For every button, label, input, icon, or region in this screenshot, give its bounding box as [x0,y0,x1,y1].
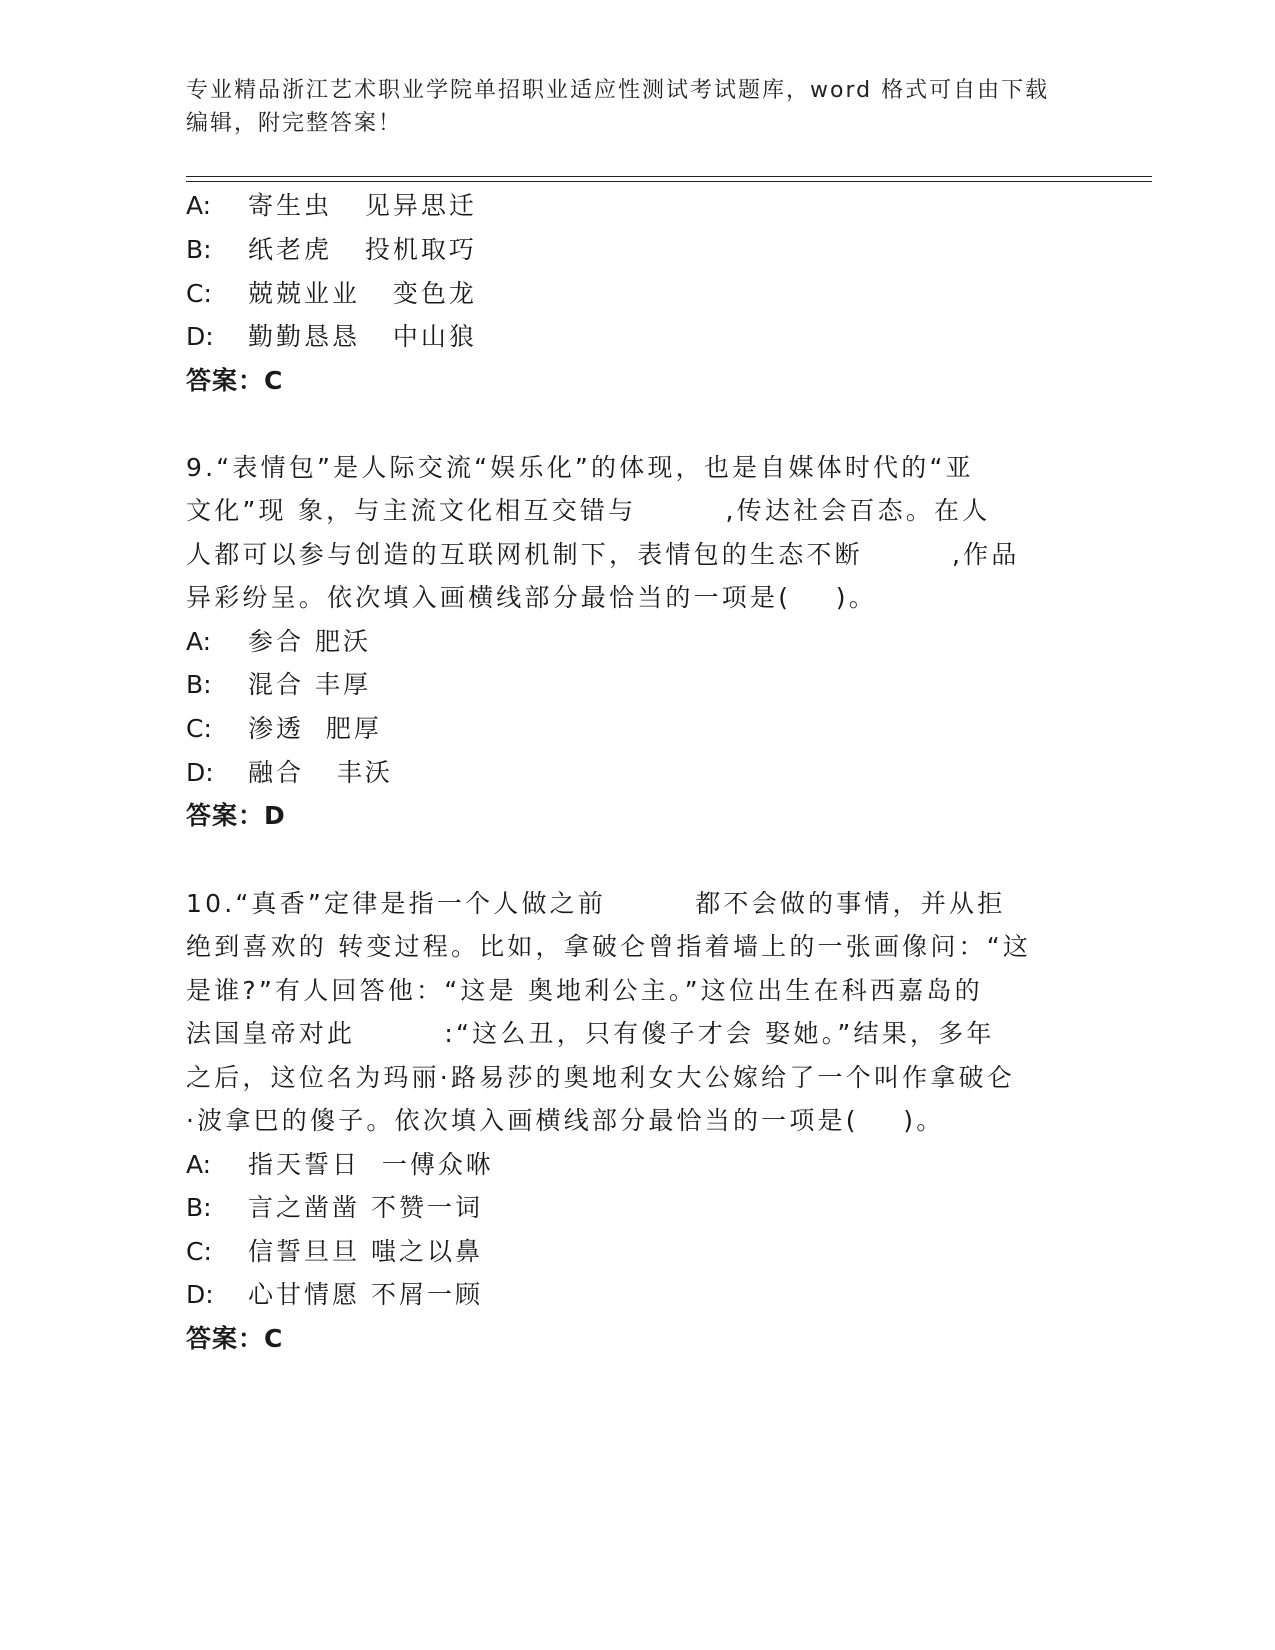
option-text: 寄生虫 见异思迁 [248,191,477,220]
question-10-line-5: 之后，这位名为玛丽·路易莎的奥地利女大公嫁给了一个叫作拿破仑 [186,1063,1015,1092]
option-c [186,274,477,310]
header-line-1: 专业精品浙江艺术职业学院单招职业适应性测试考试题库，word 格式可自由下载 [186,78,1050,103]
option-key: C: [186,1237,212,1266]
page-header [186,74,1066,140]
option-text: 混合 丰厚 [248,670,371,699]
option-text: 勤勤恳恳 中山狼 [248,322,477,351]
option-text: 心甘情愿 不屑一顾 [248,1280,483,1309]
option-text: 纸老虎 投机取巧 [248,235,477,264]
option-a [186,622,371,658]
option-key: C: [186,279,212,308]
option-d [186,753,393,789]
option-text: 融合 丰沃 [248,758,393,787]
option-b [186,1188,483,1224]
option-d [186,317,477,353]
option-a [186,186,477,222]
question-10-line-6: ·波拿巴的傻子。依次填入画横线部分最恰当的一项是( )。 [186,1106,945,1135]
option-key: B: [186,670,212,699]
question-10-line-3: 是谁?”有人回答他：“这是 奥地利公主。”这位出生在科西嘉岛的 [186,976,983,1005]
option-key: B: [186,235,212,264]
question-10-line-1: 10.“真香”定律是指一个人做之前 都不会做的事情，并从拒 [186,889,1006,918]
option-key: A: [186,1150,212,1179]
question-9-line-1: 9.“表情包”是人际交流“娱乐化”的体现，也是自媒体时代的“亚 [186,453,974,482]
option-d [186,1275,483,1311]
option-text: 指天誓日 一傅众咻 [248,1150,494,1179]
option-b [186,665,371,701]
header-divider-top [186,176,1152,177]
option-c [186,1232,483,1268]
option-key: A: [186,627,212,656]
option-text: 言之凿凿 不赞一词 [248,1193,483,1222]
question-9-line-3: 人都可以参与创造的互联网机制下，表情包的生态不断 ,作品 [186,540,1020,569]
header-divider-bottom [186,181,1152,182]
answer-line: 答案：C [186,1324,284,1353]
question-9-line-4: 异彩纷呈。依次填入画横线部分最恰当的一项是( )。 [186,583,877,612]
header-line-2: 编辑，附完整答案！ [186,111,403,136]
option-c [186,709,382,745]
answer-line: 答案：C [186,366,284,395]
option-key: D: [186,1280,214,1309]
option-text: 兢兢业业 变色龙 [248,279,477,308]
question-10-line-4: 法国皇帝对此 :“这么丑，只有傻子才会 娶她。”结果，多年 [186,1019,995,1048]
option-key: C: [186,714,212,743]
option-text: 渗透 肥厚 [248,714,382,743]
option-text: 信誓旦旦 嗤之以鼻 [248,1237,483,1266]
option-text: 参合 肥沃 [248,627,371,656]
option-key: D: [186,758,214,787]
option-a [186,1145,494,1181]
option-key: A: [186,191,212,220]
option-b [186,230,477,266]
answer-line: 答案：D [186,801,286,830]
question-9-line-2: 文化”现 象，与主流文化相互交错与 ,传达社会百态。在人 [186,496,991,525]
option-key: B: [186,1193,212,1222]
option-key: D: [186,322,214,351]
question-10-line-2: 绝到喜欢的 转变过程。比如，拿破仑曾指着墙上的一张画像问：“这 [186,932,1032,961]
